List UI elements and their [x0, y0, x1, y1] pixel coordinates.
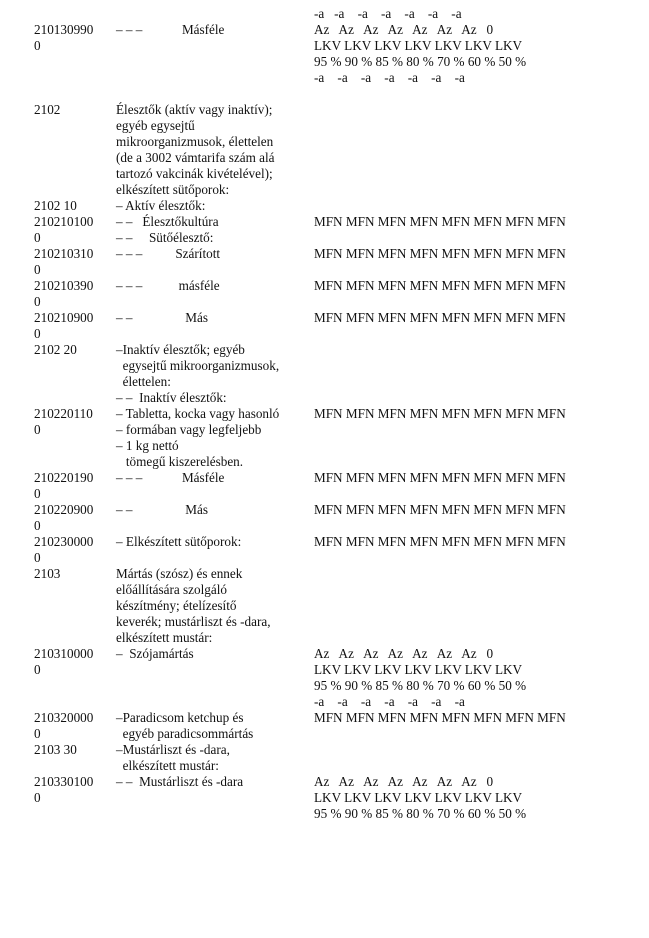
tariff-description-line: előállítására szolgáló: [116, 582, 227, 597]
tariff-description-line: – Tabletta, kocka vagy hasonló: [116, 406, 280, 421]
tariff-code: 210210900: [34, 310, 94, 325]
tariff-description-line: mikroorganizmusok, élettelen: [116, 134, 274, 149]
tariff-description: – – – Másféle: [116, 22, 225, 37]
rates-line: Az Az Az Az Az Az Az 0: [314, 774, 494, 789]
tariff-code-suffix: 0: [34, 422, 41, 437]
rates-line: LKV LKV LKV LKV LKV LKV LKV: [314, 662, 523, 677]
tariff-code: 210220190: [34, 470, 94, 485]
tariff-description-line: egyéb paradicsommártás: [116, 726, 254, 741]
tariff-description-line: – Elkészített sütőporok:: [116, 534, 242, 549]
tariff-description-line: Mártás (szósz) és ennek: [116, 566, 243, 581]
tariff-code: 2102 10: [34, 198, 77, 213]
tariff-description-line: (de a 3002 vámtarifa szám alá: [116, 150, 275, 165]
tariff-code: 210320000: [34, 710, 94, 725]
rates-line: MFN MFN MFN MFN MFN MFN MFN MFN: [314, 246, 566, 261]
tariff-description-line: –Mustárliszt és -dara,: [116, 742, 230, 757]
tariff-code: 210230000: [34, 534, 94, 549]
tariff-code-suffix: 0: [34, 294, 41, 309]
tariff-description-line: készítmény; ételízesítő: [116, 598, 237, 613]
tariff-code: 210220110: [34, 406, 93, 421]
tariff-description-line: tartozó vakcinák kivételével);: [116, 166, 273, 181]
tariff-description-line: – Aktív élesztők:: [116, 198, 206, 213]
tariff-code: 210210310: [34, 246, 94, 261]
tariff-code: 2103: [34, 566, 61, 581]
rates-line: 95 % 90 % 85 % 80 % 70 % 60 % 50 %: [314, 678, 527, 693]
tariff-description-line: – Szójamártás: [116, 646, 194, 661]
tariff-description-line: –Paradicsom ketchup és: [116, 710, 244, 725]
tariff-description-line: –Inaktív élesztők; egyéb: [116, 342, 245, 357]
rates-line: -a -a -a -a -a -a -a: [314, 694, 465, 709]
rates-line: Az Az Az Az Az Az Az 0: [314, 22, 494, 37]
rates-line: MFN MFN MFN MFN MFN MFN MFN MFN: [314, 710, 566, 725]
rates-line: -a -a -a -a -a -a -a: [314, 70, 465, 85]
tariff-code-suffix: 0: [34, 230, 41, 245]
tariff-description-line: egysejtű mikroorganizmusok,: [116, 358, 280, 373]
tariff-code-suffix: 0: [34, 726, 41, 741]
tariff-description-line: élettelen:: [116, 374, 171, 389]
rates-line: MFN MFN MFN MFN MFN MFN MFN MFN: [314, 310, 566, 325]
tariff-code-suffix: 0: [34, 790, 41, 805]
tariff-code-suffix: 0: [34, 326, 41, 341]
tariff-description-line: – – Élesztőkultúra: [116, 214, 219, 229]
tariff-description-line: elkészített sütőporok:: [116, 182, 230, 197]
rates-line: -a -a -a -a -a -a -a: [314, 6, 462, 21]
tariff-code-suffix: 0: [34, 518, 41, 533]
tariff-code: 210330100: [34, 774, 94, 789]
tariff-description-line: – formában vagy legfeljebb: [116, 422, 262, 437]
tariff-code: 210210100: [34, 214, 94, 229]
rates-line: MFN MFN MFN MFN MFN MFN MFN MFN: [314, 502, 566, 517]
tariff-code: 2102: [34, 102, 61, 117]
tariff-code-suffix: 0: [34, 262, 41, 277]
tariff-code: 210310000: [34, 646, 94, 661]
tariff-description-line: keverék; mustárliszt és -dara,: [116, 614, 271, 629]
rates-line: LKV LKV LKV LKV LKV LKV LKV: [314, 790, 523, 805]
tariff-code-suffix: 0: [34, 550, 41, 565]
tariff-description-line: – – Más: [116, 502, 208, 517]
tariff-code: 210210390: [34, 278, 94, 293]
tariff-code: 2102 20: [34, 342, 77, 357]
rates-line: Az Az Az Az Az Az Az 0: [314, 646, 494, 661]
tariff-description-line: – – – Másféle: [116, 470, 225, 485]
rates-line: 95 % 90 % 85 % 80 % 70 % 60 % 50 %: [314, 806, 527, 821]
tariff-description-line: elkészített mustár:: [116, 758, 219, 773]
rates-line: 95 % 90 % 85 % 80 % 70 % 60 % 50 %: [314, 54, 527, 69]
tariff-code-suffix: 0: [34, 486, 41, 501]
tariff-description-line: elkészített mustár:: [116, 630, 213, 645]
tariff-code: 210220900: [34, 502, 94, 517]
rates-line: LKV LKV LKV LKV LKV LKV LKV: [314, 38, 523, 53]
tariff-description-line: – – Mustárliszt és -dara: [116, 774, 244, 789]
rates-line: MFN MFN MFN MFN MFN MFN MFN MFN: [314, 214, 566, 229]
rates-line: MFN MFN MFN MFN MFN MFN MFN MFN: [314, 406, 566, 421]
tariff-description-line: – – – Szárított: [116, 246, 221, 261]
tariff-description-line: – – Inaktív élesztők:: [116, 390, 227, 405]
tariff-description-line: Élesztők (aktív vagy inaktív);: [116, 102, 273, 117]
tariff-description-line: – – – másféle: [116, 278, 220, 293]
tariff-description-line: tömegű kiszerelésben.: [116, 454, 244, 469]
tariff-description-line: – – Más: [116, 310, 208, 325]
tariff-code: 2103 30: [34, 742, 77, 757]
rates-line: MFN MFN MFN MFN MFN MFN MFN MFN: [314, 470, 566, 485]
rates-line: MFN MFN MFN MFN MFN MFN MFN MFN: [314, 278, 566, 293]
tariff-code-suffix: 0: [34, 662, 41, 677]
tariff-code-suffix: 0: [34, 38, 41, 53]
rates-line: MFN MFN MFN MFN MFN MFN MFN MFN: [314, 534, 566, 549]
tariff-description-line: – 1 kg nettó: [116, 438, 179, 453]
tariff-description-line: – – Sütőélesztő:: [116, 230, 214, 245]
tariff-description-line: egyéb egysejtű: [116, 118, 195, 133]
tariff-code: 210130990: [34, 22, 94, 37]
